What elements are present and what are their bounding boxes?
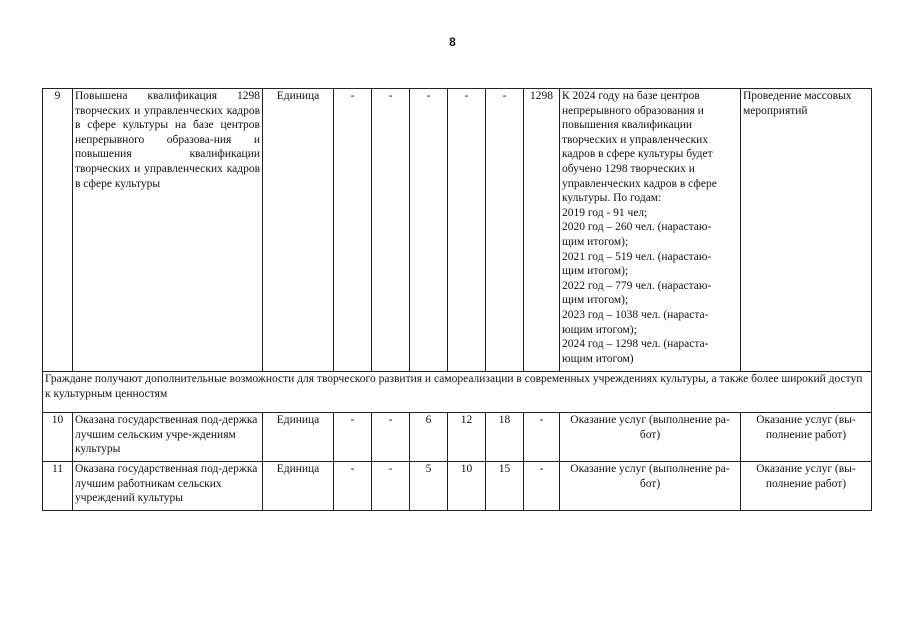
description-line: непрерывного образования и xyxy=(562,104,704,117)
section-heading: Граждане получают дополнительные возможности для творческого развития и самореализации в современных учреждениях культуры, а также более широкий доступ к культурным ценностям xyxy=(43,372,872,413)
row-number: 9 xyxy=(43,89,73,372)
description-line: щим итогом); xyxy=(562,294,629,307)
value-cell: 10 xyxy=(448,462,486,511)
description-line: 2022 год – 779 чел. (нарастаю- xyxy=(562,279,712,292)
description-line: ющим итогом); xyxy=(562,323,637,336)
value-cell: - xyxy=(524,462,560,511)
result-text: Оказана государственная под-держка лучшим сельским учре-ждениям культуры xyxy=(73,413,263,462)
value-cell: - xyxy=(448,89,486,372)
description-line: ющим итогом) xyxy=(562,352,634,365)
value-cell: - xyxy=(486,89,524,372)
description-line: 2021 год – 519 чел. (нарастаю- xyxy=(562,250,712,263)
description-line: К 2024 году на базе центров xyxy=(562,90,700,102)
value-cell: - xyxy=(372,413,410,462)
value-cell: 12 xyxy=(448,413,486,462)
results-table xyxy=(42,88,872,511)
description-line: 2020 год – 260 чел. (нарастаю- xyxy=(562,221,712,234)
page-number: 8 xyxy=(449,35,456,49)
description-line: щим итогом); xyxy=(562,235,629,248)
description-line: 2023 год – 1038 чел. (нараста- xyxy=(562,308,709,321)
value-cell: - xyxy=(334,462,372,511)
characteristic-cell: Оказание услуг (вы-полнение работ) xyxy=(741,413,872,462)
unit-cell: Единица xyxy=(263,462,334,511)
description-line: кадров в сфере культуры будет xyxy=(562,148,713,161)
value-cell: - xyxy=(524,413,560,462)
value-cell: - xyxy=(372,89,410,372)
value-cell: 18 xyxy=(486,413,524,462)
table-row xyxy=(43,462,872,511)
value-cell: - xyxy=(410,89,448,372)
value-cell: 5 xyxy=(410,462,448,511)
value-cell: - xyxy=(334,89,372,372)
row-number: 10 xyxy=(43,413,73,462)
characteristic-cell: Оказание услуг (вы-полнение работ) xyxy=(741,462,872,511)
description-line: культуры. По годам: xyxy=(562,192,662,205)
description-cell xyxy=(560,89,741,372)
value-cell: - xyxy=(334,413,372,462)
unit-cell: Единица xyxy=(263,413,334,462)
value-cell: - xyxy=(372,462,410,511)
description-line: 2019 год - 91 чел; xyxy=(562,206,648,219)
value-cell: 15 xyxy=(486,462,524,511)
description-line: повышения квалификации xyxy=(562,119,693,132)
result-text: Оказана государственная под-держка лучшим работникам сельских учреждений культуры xyxy=(73,462,263,511)
characteristic-cell: Проведение массовых мероприятий xyxy=(741,89,872,372)
section-heading-row xyxy=(43,372,872,413)
description-line: творческих и управленческих xyxy=(562,133,709,146)
description-cell: Оказание услуг (выполнение ра-бот) xyxy=(560,413,741,462)
description-line: обучено 1298 творческих и xyxy=(562,162,695,175)
table-row xyxy=(43,89,872,372)
description-cell: Оказание услуг (выполнение ра-бот) xyxy=(560,462,741,511)
unit-cell: Единица xyxy=(263,89,334,372)
value-cell: 6 xyxy=(410,413,448,462)
row-number: 11 xyxy=(43,462,73,511)
table-row xyxy=(43,413,872,462)
description-line: 2024 год – 1298 чел. (нараста- xyxy=(562,338,709,351)
description-line: управленческих кадров в сфере xyxy=(562,177,717,190)
description-line: щим итогом); xyxy=(562,265,629,278)
value-cell: 1298 xyxy=(524,89,560,372)
result-text: Повышена квалификация 1298 творческих и управленческих кадров в сфере культуры на базе центров непрерывного образова-ния и повышения квалификации творческих и управленческих кадров в сфере культуры xyxy=(73,89,263,372)
